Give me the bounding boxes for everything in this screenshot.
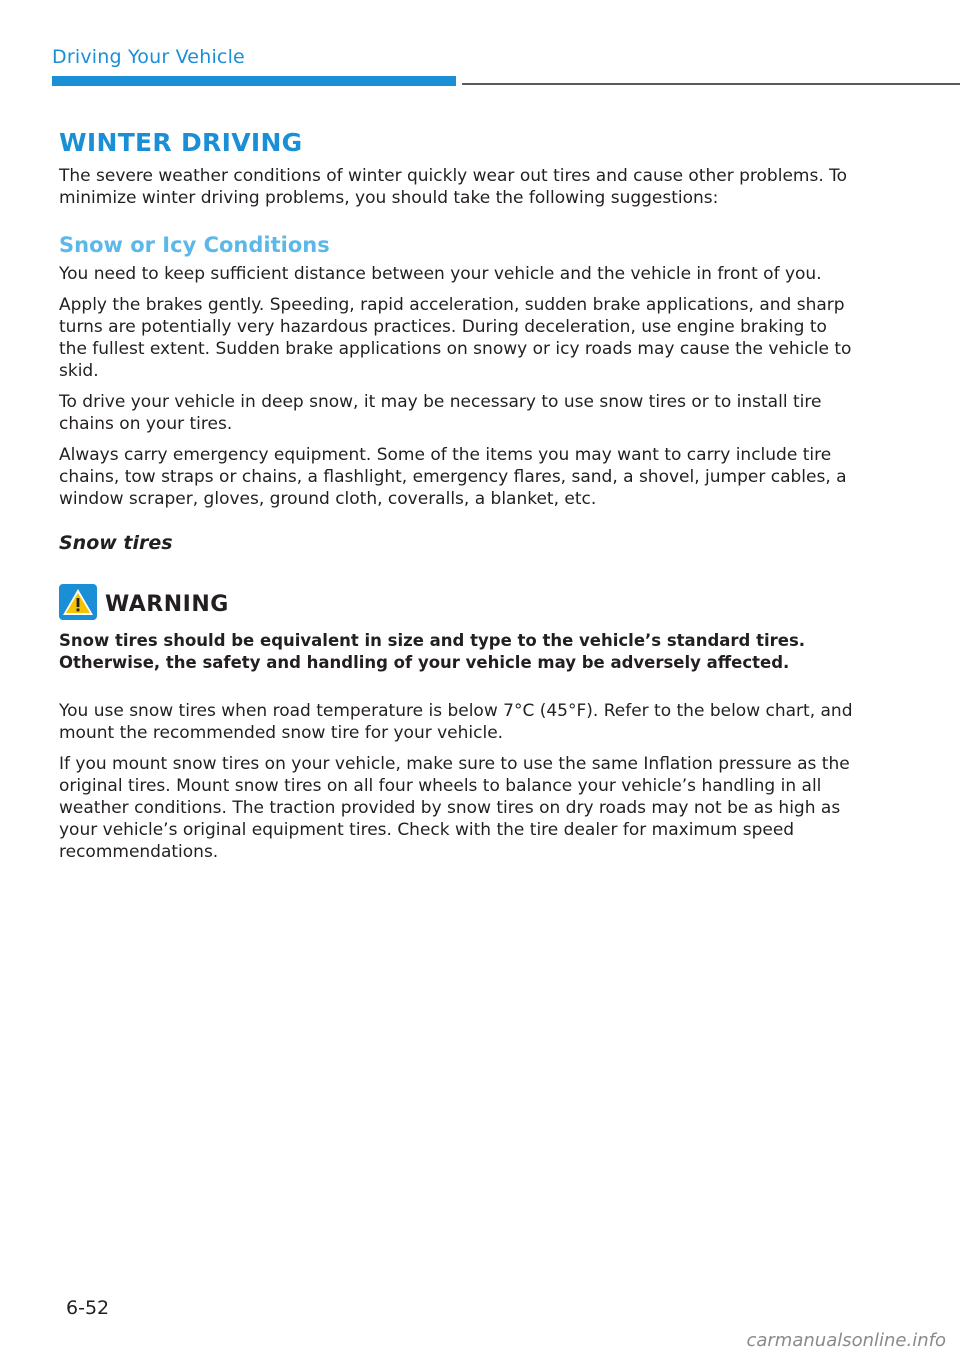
page-title: WINTER DRIVING [59, 128, 303, 157]
warning-triangle-icon [59, 584, 105, 624]
section-title: Driving Your Vehicle [52, 46, 245, 68]
intro-paragraph: The severe weather conditions of winter quickly wear out tires and cause other problems. To minimize winter driving problems, you should take the following suggestions: [59, 166, 848, 208]
paragraph: If you mount snow tires on your vehicle, make sure to use the same Inflation pressure as the original tires. Mount snow tires on all four wheels to balance your vehicle’s handling in all weather conditions. The traction provided by snow tires on dry roads may not be as high as your vehicle’s original equipment tires. Check with the tire dealer for maximum speed recommendations. [59, 754, 850, 862]
warning-text: Snow tires should be equivalent in size and type to the vehicle’s standard tires. Otherwise, the safety and handling of your vehicle may be adversely affected. [59, 631, 806, 672]
watermark: carmanualsonline.info [746, 1330, 946, 1351]
paragraph: You need to keep sufficient distance between your vehicle and the vehicle in front of you. [59, 264, 822, 284]
subsection-title: Snow or Icy Conditions [59, 233, 330, 257]
warning-label: WARNING [105, 591, 229, 617]
page-content [59, 128, 859, 872]
page-number: 6-52 [66, 1297, 110, 1319]
paragraph: Apply the brakes gently. Speeding, rapid acceleration, sudden brake applications, and sharp turns are potentially very hazardous practices. During deceleration, use engine braking to the fullest extent. Sudden brake applications on snowy or icy roads may cause the vehicle to skid. [59, 295, 852, 381]
paragraph: Always carry emergency equipment. Some of the items you may want to carry include tire chains, tow straps or chains, a flashlight, emergency flares, sand, a shovel, jumper cables, a window scraper, gloves, ground cloth, coveralls, a blanket, etc. [59, 445, 847, 509]
header-rule-divider [462, 83, 960, 85]
paragraph: You use snow tires when road temperature is below 7°C (45°F). Refer to the below chart, and mount the recommended snow tire for your vehicle. [59, 701, 853, 743]
warning-header [59, 584, 859, 624]
snow-tires-heading: Snow tires [59, 532, 173, 554]
paragraph: To drive your vehicle in deep snow, it may be necessary to use snow tires or to install tire chains on your tires. [59, 392, 822, 434]
header-rule-accent [52, 76, 456, 86]
